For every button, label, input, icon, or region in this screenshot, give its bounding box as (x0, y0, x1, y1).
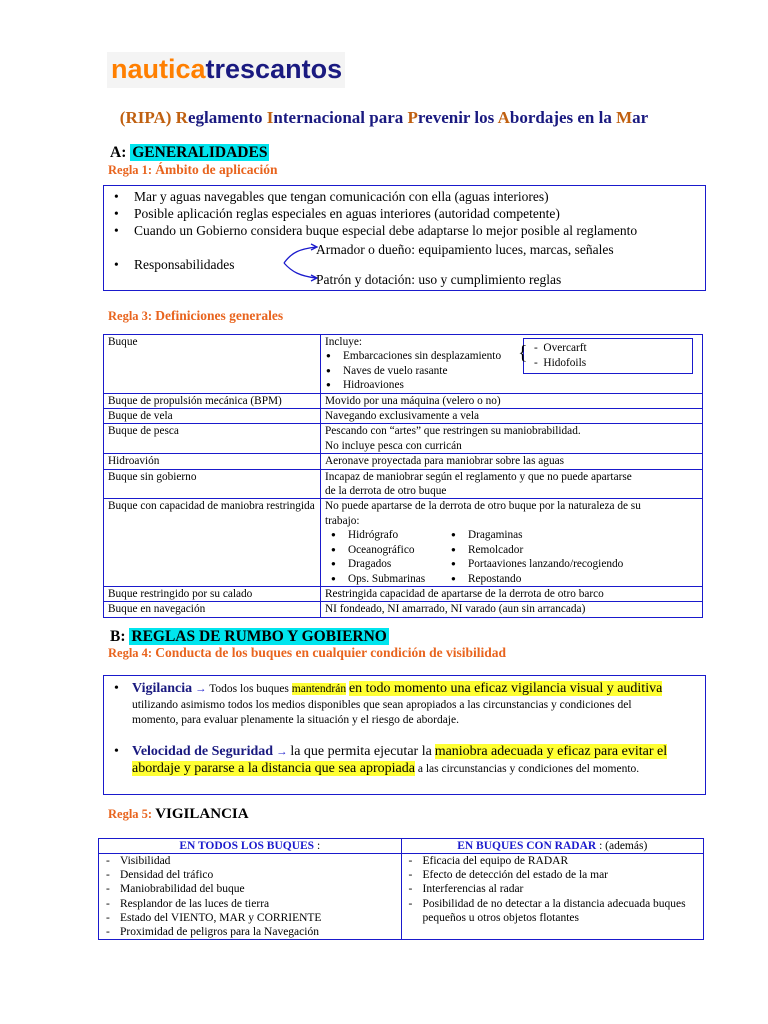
term-bpm: Buque de propulsión mecánica (BPM) (104, 393, 321, 408)
term-vela: Buque de vela (104, 409, 321, 424)
list-item: - Visibilidad (103, 854, 397, 868)
def-cap-1: No puede apartarse de la derrota de otro buque por la naturaleza de su (325, 500, 641, 513)
regla-3-title: Definiciones generales (155, 308, 284, 323)
list-item: - Eficacia del equipo de RADAR (406, 854, 700, 868)
logo-part1: nautica (111, 54, 206, 84)
def-sin-gobierno (321, 469, 703, 499)
velocidad-paragraph (132, 744, 677, 777)
arrow-right-icon: → (195, 683, 207, 695)
regla-1-heading (108, 162, 277, 178)
section-a-label: A: (110, 144, 127, 161)
regla-4-label: Regla 4: (108, 646, 153, 660)
regla-3-label: Regla 3: (108, 309, 153, 323)
term-hidroavion: Hidroavión (104, 454, 321, 469)
vigilancia-table (98, 838, 704, 940)
def-calado: Restringida capacidad de apartarse de la derrota de otro barco (321, 586, 703, 601)
vig-text-1: Todos los buques (209, 683, 289, 695)
list-item: ● Hidrógrafo (330, 528, 450, 542)
table-row (104, 409, 703, 424)
regla-5-heading (108, 806, 249, 823)
term-navegacion: Buque en navegación (104, 602, 321, 617)
section-a-name: GENERALIDADES (132, 144, 268, 161)
vig-highlight-2: en todo momento una eficaz vigilancia visual y auditiva (348, 681, 663, 696)
page-title (0, 108, 768, 128)
list-item: ● Remolcador (450, 543, 670, 557)
title-word-4: bordajes en la (509, 108, 617, 127)
table-row (104, 586, 703, 601)
def-buque-incluye: Incluye: (325, 336, 363, 348)
vig-header-2-suffix: : (además) (599, 840, 648, 852)
buque-side-box (518, 338, 693, 374)
vig-header-2: EN BUQUES CON RADAR (457, 840, 597, 852)
vig-header-radar (401, 839, 704, 854)
section-b-heading (110, 628, 389, 646)
list-item: ● Ops. Submarinas (330, 572, 450, 586)
arrow-right-icon: → (275, 746, 288, 758)
table-row (104, 335, 703, 394)
def-pesca-1: Pescando con “artes” que restringen su maniobrabilidad. (325, 425, 581, 438)
branch-armador: Armador o dueño: equipamiento luces, marcas, señales (316, 242, 614, 257)
title-ini-a: A (497, 108, 510, 127)
table-row (99, 839, 704, 854)
title-word-2: nternacional para (273, 108, 408, 127)
term-buque: Buque (104, 335, 321, 394)
def-capacidad-maniobra (321, 499, 703, 586)
definiciones-table (103, 334, 703, 618)
list-item: - Estado del VIENTO, MAR y CORRIENTE (103, 911, 397, 925)
table-row (104, 454, 703, 469)
title-word-5: ar (632, 108, 649, 127)
list-item: ● Dragados (330, 557, 450, 571)
table-row (104, 393, 703, 408)
cap-col-1 (330, 528, 450, 586)
title-ini-i: I (266, 108, 274, 127)
list-item: ● Repostando (450, 572, 670, 586)
regla-5-title: VIGILANCIA (155, 806, 249, 822)
bullet-icon: • (114, 744, 119, 759)
vig-highlight-1: mantendrán (291, 683, 347, 695)
title-prefix: (RIPA) (119, 108, 172, 127)
branch-patron: Patrón y dotación: uso y cumplimiento reglas (316, 272, 562, 287)
side-item-1-text: Overcarft (543, 342, 587, 354)
list-item: - Efecto de detección del estado de la mar (406, 868, 700, 882)
list-item: ● Naves de vuelo rasante (325, 364, 698, 378)
term-calado: Buque restringido por su calado (104, 586, 321, 601)
list-item: - Densidad del tráfico (103, 868, 397, 882)
table-row (104, 469, 703, 499)
term-pesca: Buque de pesca (104, 424, 321, 454)
cap-columns (325, 528, 698, 586)
ambito-item-2: Posible aplicación reglas especiales en aguas interiores (autoridad competente) (134, 206, 560, 221)
title-ini-p: P (407, 108, 418, 127)
list-item: - Resplandor de las luces de tierra (103, 897, 397, 911)
title-ini-r: R (175, 108, 188, 127)
list-item: - Maniobrabilidad del buque (103, 882, 397, 896)
term-capacidad-maniobra: Buque con capacidad de maniobra restringida (104, 499, 321, 586)
regla-1-label: Regla 1: (108, 163, 153, 177)
vel-highlight: maniobra adecuada y eficaz para evitar el abordaje y pararse a la distancia que sea apropiada (132, 744, 668, 776)
regla-3-heading (108, 308, 283, 324)
vig-list-radar (406, 854, 700, 925)
regla-4-heading (108, 645, 506, 661)
ambito-item-3: Cuando un Gobierno considera buque especial debe adaptarse lo mejor posible al reglamento (134, 223, 638, 238)
logo-part2: trescantos (205, 54, 343, 84)
list-item: ● Portaaviones lanzando/recogiendo (450, 557, 670, 571)
vig-header-1: EN TODOS LOS BUQUES (179, 840, 315, 852)
vig-header-todos (99, 839, 402, 854)
table-row (104, 424, 703, 454)
conducta-box (103, 675, 706, 795)
def-bpm: Movido por una máquina (velero o no) (321, 393, 703, 408)
regla-4-title: Conducta de los buques en cualquier condición de visibilidad (155, 645, 507, 660)
title-word-1: eglamento (187, 108, 267, 127)
vig-col-todos (99, 854, 402, 940)
vig-header-1-suffix: : (316, 840, 321, 852)
table-row (104, 602, 703, 617)
def-sin-gobierno-1: Incapaz de maniobrar según el reglamento y que no puede apartarse (325, 470, 632, 483)
list-item: ● Hidroaviones (325, 378, 698, 392)
ambito-item-4: Responsabilidades (134, 257, 235, 272)
list-item: - Interferencias al radar (406, 882, 700, 896)
table-row (104, 499, 703, 586)
def-pesca (321, 424, 703, 454)
term-sin-gobierno: Buque sin gobierno (104, 469, 321, 499)
vigilancia-paragraph (132, 681, 677, 729)
branch-arrows-icon (282, 242, 320, 282)
list-item: ● Embarcaciones sin desplazamiento (325, 349, 698, 363)
title-ini-m: M (616, 108, 633, 127)
def-cap-2: trabajo: (325, 514, 360, 527)
ambito-box (103, 185, 706, 291)
def-pesca-2: No incluye pesca con curricán (325, 439, 462, 452)
def-navegacion: NI fondeado, NI amarrado, NI varado (aun sin arrancada) (321, 602, 703, 617)
regla-1-title: Ámbito de aplicación (155, 162, 278, 177)
def-sin-gobierno-2: de la derrota de otro buque (325, 485, 447, 498)
vig-list-todos (103, 854, 397, 939)
bullet-icon: • (114, 681, 119, 696)
title-word-3: revenir los (417, 108, 498, 127)
vig-col-radar (401, 854, 704, 940)
def-hidroavion: Aeronave proyectada para maniobrar sobre las aguas (321, 454, 703, 469)
brace-icon: { (518, 342, 528, 364)
ambito-item-1: Mar y aguas navegables que tengan comunicación con ella (aguas interiores) (134, 189, 549, 204)
regla-5-label: Regla 5: (108, 807, 153, 821)
section-b-label: B: (110, 628, 126, 645)
list-item: ● Dragaminas (450, 528, 670, 542)
vigilancia-keyword: Vigilancia (132, 681, 193, 696)
logo (107, 52, 345, 88)
vel-text-1: la que permita ejecutar la (290, 744, 432, 759)
side-item-1: - Overcarft (534, 342, 587, 354)
side-item-2-text: Hidofoils (543, 357, 587, 369)
def-buque (321, 335, 703, 394)
def-vela: Navegando exclusivamente a vela (321, 409, 703, 424)
list-item: - Proximidad de peligros para la Navegación (103, 925, 397, 939)
velocidad-keyword: Velocidad de Seguridad (132, 744, 274, 759)
cap-col-2 (450, 528, 670, 586)
vig-text-2: utilizando asimismo todos los medios disponibles que sean apropiados a las circunstancias y condiciones del momento, para evaluar plenamente la situación y el riesgo de abordaje. (132, 698, 632, 726)
vel-text-2: a las circunstancias y condiciones del momento. (417, 762, 640, 775)
list-item: ● Oceanográfico (330, 543, 450, 557)
section-a-heading (110, 144, 269, 162)
table-row (99, 854, 704, 940)
side-item-2: - Hidofoils (534, 357, 587, 369)
section-b-name: REGLAS DE RUMBO Y GOBIERNO (131, 628, 387, 645)
list-item: - Posibilidad de no detectar a la distancia adecuada buques pequeños u otros objetos flotantes (406, 897, 700, 925)
